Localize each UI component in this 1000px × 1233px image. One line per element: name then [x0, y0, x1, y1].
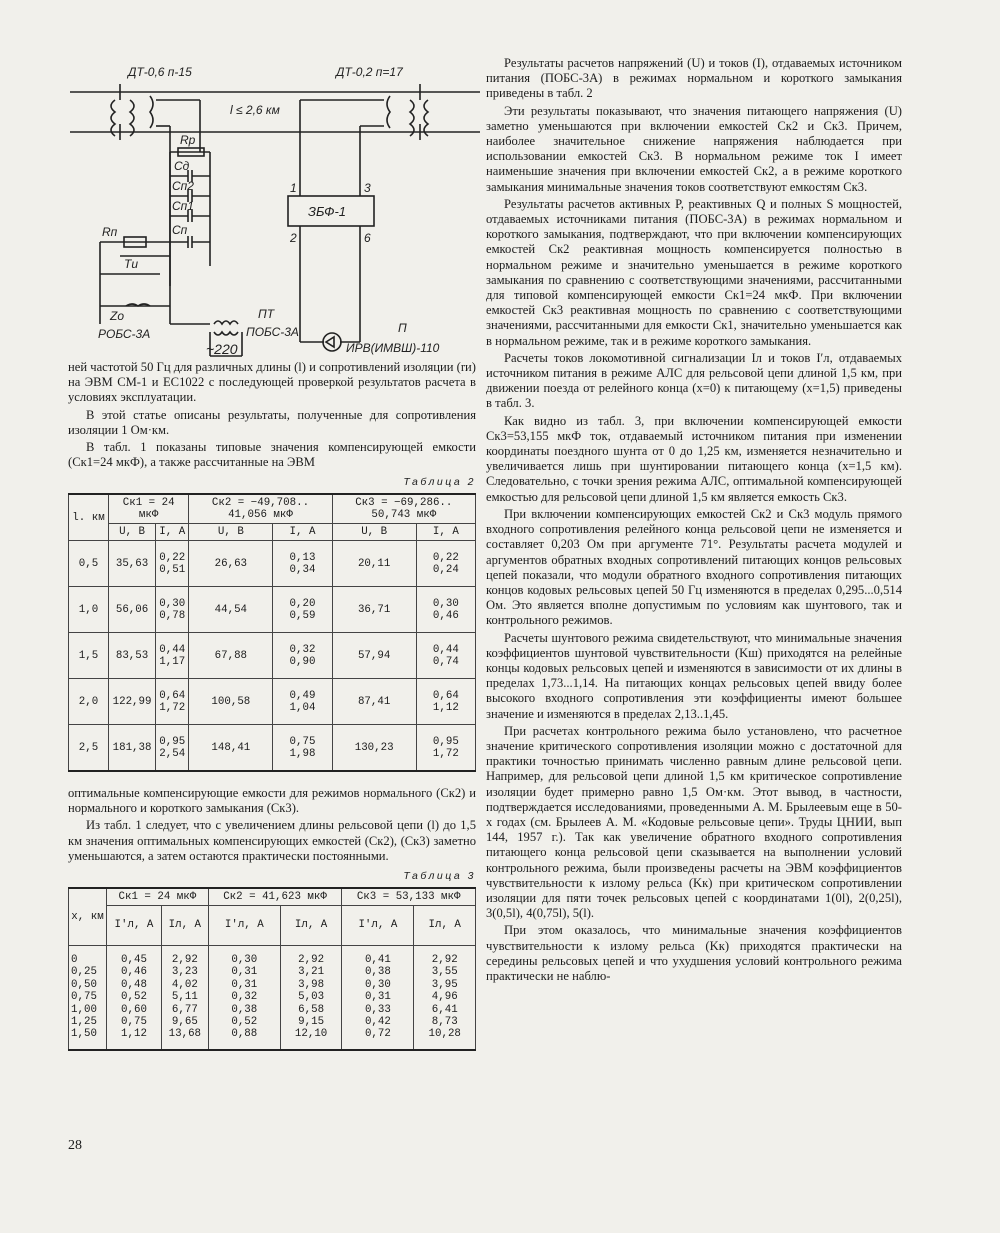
t3-sub-3a: I′л, А: [342, 905, 414, 945]
label-cn2: Cп2: [172, 179, 194, 193]
label-irv: ИРВ(ИМВШ)-110: [346, 341, 440, 355]
label-zo: Zо: [110, 309, 125, 323]
t2-cell-u1: 35,63: [109, 541, 156, 587]
right-paragraph-9: При этом оказалось, что минимальные значения коэффициентов чувствительности к излому рельса (Kк) приходятся практически на середины рельсовых цепей и что ухудшения условий контрольного режима практически не наблю-: [486, 923, 902, 983]
t2-group3: Cк3 = −69,286.. 50,743 мкФ: [332, 494, 475, 524]
t2-group1: Cк1 = 24 мкФ: [109, 494, 189, 524]
t3-sub-2b: Iл, А: [280, 905, 341, 945]
table-row: [69, 587, 476, 633]
t2-cell-u1: 122,99: [109, 679, 156, 725]
left-column: [68, 360, 476, 1051]
t2-cell-i1: 0,22 0,51: [156, 541, 189, 587]
label-zbf: ЗБФ-1: [308, 204, 347, 219]
t3-group3: Cк3 = 53,133 мкФ: [342, 888, 476, 906]
table3-caption: Таблица 3: [403, 869, 476, 882]
label-pin3: 3: [364, 181, 371, 195]
t2-cell-l: 2,0: [69, 679, 109, 725]
label-220: ~220: [206, 341, 238, 357]
t3-col-1a-values: 0,45 0,46 0,48 0,52 0,60 0,75 1,12: [107, 945, 162, 1049]
label-dt-left: ДТ-0,6 п-15: [128, 65, 192, 79]
t3-col-2b-values: 2,92 3,21 3,98 5,03 6,58 9,15 12,10: [280, 945, 341, 1049]
t2-cell-u2: 26,63: [189, 541, 273, 587]
t2-cell-l: 1,0: [69, 587, 109, 633]
t3-sub-3b: Iл, А: [414, 905, 476, 945]
t2-sub-u1: U, В: [109, 524, 156, 541]
t2-cell-i1: 0,64 1,72: [156, 679, 189, 725]
t3-col-x: x, км: [69, 888, 107, 946]
table-row: [69, 945, 476, 1049]
label-pobs-left: РОБС-3А: [98, 327, 151, 341]
t3-sub-1a: I′л, А: [107, 905, 162, 945]
t2-sub-i3: I, А: [416, 524, 475, 541]
t3-col-2a-values: 0,30 0,31 0,31 0,32 0,38 0,52 0,88: [208, 945, 280, 1049]
t2-sub-u2: U, В: [189, 524, 273, 541]
t2-cell-i3: 0,95 1,72: [416, 725, 475, 771]
t2-cell-i1: 0,95 2,54: [156, 725, 189, 771]
right-paragraph-7: Расчеты шунтового режима свидетельствуют, что минимальные значения коэффициентов шунтовой чувствительности (Kш) приходятся на релейные концы кодовых рельсовых цепей и изменяются в зависимости от их длины в пределах 1,73...1,14. На питающих концах рельсовых цепей ввиду более высокого входного сопротивления эти коэффициенты имеют большее значение и изменяются в пределах 2,13..1,45.: [486, 630, 902, 721]
t2-cell-u2: 44,54: [189, 587, 273, 633]
t2-cell-i3: 0,22 0,24: [416, 541, 475, 587]
label-rp: Rр: [180, 133, 196, 147]
t3-col-x-values: 0 0,25 0,50 0,75 1,00 1,25 1,50: [69, 945, 107, 1049]
left-paragraph-1: ней частотой 50 Гц для различных длины (l) и сопротивлений изоляции (rи) на ЭВМ СМ-1 и ЕС1022 с последующей проверкой результатов расчета в условиях эксплуатации.: [68, 360, 476, 405]
t2-cell-l: 1,5: [69, 633, 109, 679]
label-pin1: 1: [290, 181, 297, 195]
label-p: П: [398, 321, 407, 335]
t2-cell-u2: 100,58: [189, 679, 273, 725]
label-length: l ≤ 2,6 км: [230, 103, 280, 117]
t2-sub-i1: I, А: [156, 524, 189, 541]
t2-cell-l: 0,5: [69, 541, 109, 587]
label-cd: Cд: [174, 159, 190, 173]
t2-sub-u3: U, В: [332, 524, 416, 541]
t2-cell-u1: 181,38: [109, 725, 156, 771]
right-column: [486, 56, 902, 986]
t2-cell-u3: 130,23: [332, 725, 416, 771]
t3-col-1b-values: 2,92 3,23 4,02 5,11 6,77 9,65 13,68: [161, 945, 208, 1049]
label-cn1: Cп1: [172, 199, 194, 213]
t2-cell-u3: 87,41: [332, 679, 416, 725]
left-paragraph-3: В табл. 1 показаны типовые значения компенсирующей емкости (Cк1=24 мкФ), а также рассчитанные на ЭВМ: [68, 440, 476, 470]
table2-caption: Таблица 2: [403, 476, 476, 489]
label-dt-right: ДТ-0,2 п=17: [336, 65, 403, 79]
table-row: [69, 541, 476, 587]
label-ti: Tи: [124, 257, 139, 271]
t2-cell-i2: 0,32 0,90: [273, 633, 332, 679]
t2-cell-i1: 0,44 1,17: [156, 633, 189, 679]
t3-col-3a-values: 0,41 0,38 0,30 0,31 0,33 0,42 0,72: [342, 945, 414, 1049]
label-rn: Rп: [102, 225, 118, 239]
t2-cell-i2: 0,20 0,59: [273, 587, 332, 633]
label-cn: Cп: [172, 223, 188, 237]
t2-cell-i3: 0,44 0,74: [416, 633, 475, 679]
circuit-schematic: [60, 56, 480, 362]
t3-sub-2a: I′л, А: [208, 905, 280, 945]
t3-group2: Cк2 = 41,623 мкФ: [208, 888, 342, 906]
right-paragraph-5: Как видно из табл. 3, при включении компенсирующей емкости Cк3=53,155 мкФ ток, отдаваемый источником питания при изменении координаты поездного шунта от 0 до 1,25 км, изменяется незначительно и увеличивается лишь при шунтировании питающего конца (x=1,5 км). Следовательно, с точки зрения режима АЛС, оптимальной компенсирующей емкостью для рельсовой цепи длиной 1,5 км является емкость Cк3.: [486, 413, 902, 504]
t2-cell-u1: 83,53: [109, 633, 156, 679]
t2-cell-u3: 36,71: [332, 587, 416, 633]
t3-col-3b-values: 2,92 3,55 3,95 4,96 6,41 8,73 10,28: [414, 945, 476, 1049]
label-pin6: 6: [364, 231, 371, 245]
t2-cell-u2: 148,41: [189, 725, 273, 771]
right-paragraph-2: Эти результаты показывают, что значения питающего напряжения (U) заметно уменьшаются при включении емкостей Cк2 и Cк3. Причем, наиболее значительное снижение напряжения наблюдается при использовании емкостей Cк3. В нормальном режиме ток I имеет наименьшие значения при включении емкостей Cк2, а в режиме короткого замыкания минимальные значения токов соответствуют емкостям Cк3.: [486, 103, 902, 194]
table3: [68, 887, 476, 1051]
t2-cell-i2: 0,75 1,98: [273, 725, 332, 771]
label-pin2: 2: [290, 231, 297, 245]
label-pobs-right: ПОБС-3А: [246, 325, 299, 339]
t2-cell-i3: 0,64 1,12: [416, 679, 475, 725]
table-row: [69, 679, 476, 725]
right-paragraph-6: При включении компенсирующих емкостей Cк2 и Cк3 модуль прямого входного сопротивления релейного конца рельсовой цепи не изменяется и составляет 0,203 Ом при аргументе 71°. Результаты расчета модулей и аргументов обратных входных сопротивлений питающих концов рельсовых цепей показали, что модули обратного входного сопротивления питающих концов кодовых рельсовых цепей 50 Гц изменяются в пределах 0,295...0,514 Ом. Это является вполне допустимым по условиям как шунтового, так и контрольного режимов.: [486, 506, 902, 628]
t2-cell-i2: 0,13 0,34: [273, 541, 332, 587]
t2-cell-u3: 57,94: [332, 633, 416, 679]
t2-cell-i3: 0,30 0,46: [416, 587, 475, 633]
t2-cell-u3: 20,11: [332, 541, 416, 587]
t2-cell-u1: 56,06: [109, 587, 156, 633]
table-row: [69, 633, 476, 679]
table-row: [69, 725, 476, 771]
left-paragraph-5: Из табл. 1 следует, что с увеличением длины рельсовой цепи (l) до 1,5 км значения оптимальных компенсирующих емкостей (Cк2), (Cк3) заметно уменьшаются, а затем остаются практически постоянными.: [68, 818, 476, 863]
t2-sub-i2: I, А: [273, 524, 332, 541]
t2-cell-i2: 0,49 1,04: [273, 679, 332, 725]
left-paragraph-4: оптимальные компенсирующие емкости для режимов нормального (Cк2) и нормального и короткого замыкания (Cк3).: [68, 785, 476, 816]
table2: [68, 493, 476, 772]
t2-cell-i1: 0,30 0,78: [156, 587, 189, 633]
t2-col-l: l. км: [69, 494, 109, 541]
page-number: 28: [68, 1138, 82, 1153]
label-pt: ПТ: [258, 307, 275, 321]
right-paragraph-1: Результаты расчетов напряжений (U) и токов (I), отдаваемых источником питания (ПОБС-3А) в режимах нормальном и короткого замыкания приведены в табл. 2: [486, 56, 902, 101]
t3-sub-1b: Iл, А: [161, 905, 208, 945]
right-paragraph-4: Расчеты токов локомотивной сигнализации Iл и токов I′л, отдаваемых источником питания в режиме АЛС для рельсовой цепи длиной 1,5 км, при движении поезда от релейного конца (x=0) к питающему (x=1,5) приведены в табл. 3.: [486, 350, 902, 411]
t2-cell-u2: 67,88: [189, 633, 273, 679]
right-paragraph-8: При расчетах контрольного режима было установлено, что расчетное значение критического сопротивления изоляции можно с достаточной для практики точностью принимать численно равным длине рельсовой цепи. Например, для рельсовой цепи длиной 1,5 км критическое сопротивление изоляции будет примерно равно 1,5 Ом·км. Этот вывод, в частности, подтверждается исследованиями, проведенными А. М. Брылеевым еще в 50-х годах (см. Брылеев А. М. «Кодовые рельсовые цепи». Труды ЦНИИ, вып 144, 1957 г.). Так как увеличение обратного входного сопротивления питающего конца рельсовой цепи сказывается на выполнении условий контрольного режима, были произведены расчеты на ЭВМ коэффициентов чувствительности к излому рельса (Kк) при критическом сопротивлении изоляции для пяти точек рельсовых цепей с координатами 1(0l), 2(0,25l), 3(0,5l), 4(0,75l), 5(l).: [486, 723, 902, 921]
right-paragraph-3: Результаты расчетов активных P, реактивных Q и полных S мощностей, отдаваемых источниками питания (ПОБС-3А) в режимах нормальном и короткого замыкания, подтверждают, что при включении компенсирующих емкостей Cк2 реактивная мощность компенсируется полностью в нормальном режиме и значительно уменьшается в режиме короткого замыкания по сравнению с соответствующими значениями, рассчитанными для типовой компенсирующей емкости Cк1=24 мкФ. При включении емкостей Cк3 реактивная мощность по сравнению с соответствующими значениями, рассчитанными для емкости Cк1, значительно уменьшается как в нормальном режиме, так и в режиме короткого замыкания.: [486, 196, 902, 348]
t3-group1: Cк1 = 24 мкФ: [107, 888, 209, 906]
t2-cell-l: 2,5: [69, 725, 109, 771]
left-paragraph-2: В этой статье описаны результаты, полученные для сопротивления изоляции 1 Ом·км.: [68, 407, 476, 437]
t2-group2: Cк2 = −49,708.. 41,056 мкФ: [189, 494, 332, 524]
